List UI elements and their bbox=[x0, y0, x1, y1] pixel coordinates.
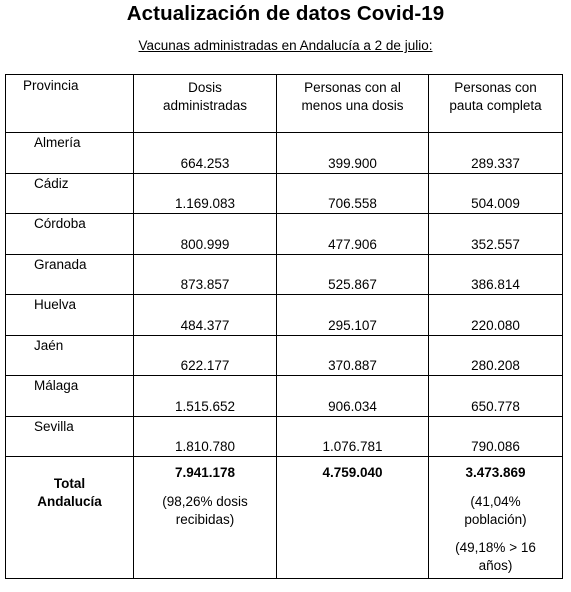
header-una-dosis: Personas con al menos una dosis bbox=[277, 75, 429, 133]
header-provincia: Provincia bbox=[6, 75, 134, 133]
total-pauta-note2-1: (49,18% > 16 bbox=[455, 540, 536, 555]
page-title: Actualización de datos Covid-19 bbox=[126, 2, 445, 25]
page-subtitle: Vacunas administradas en Andalucía a 2 de julio: bbox=[138, 38, 433, 53]
cell-pauta-completa: 220.080 bbox=[429, 295, 563, 336]
table-header-row bbox=[6, 75, 563, 133]
table-row bbox=[6, 376, 563, 417]
total-pauta-value: 3.473.869 bbox=[465, 465, 526, 480]
total-pauta-note-1: (41,04% bbox=[470, 494, 521, 509]
total-pauta-note2-2: años) bbox=[478, 558, 513, 573]
cell-dosis: 622.177 bbox=[134, 335, 277, 376]
total-dosis-note-1: (98,26% dosis bbox=[162, 494, 248, 509]
cell-una-dosis: 525.867 bbox=[277, 254, 429, 295]
cell-una-dosis: 706.558 bbox=[277, 173, 429, 214]
cell-provincia: Granada bbox=[6, 254, 134, 295]
cell-una-dosis: 1.076.781 bbox=[277, 416, 429, 457]
cell-provincia: Sevilla bbox=[6, 416, 134, 457]
cell-provincia: Almería bbox=[6, 133, 134, 174]
table-row bbox=[6, 254, 563, 295]
table-row bbox=[6, 173, 563, 214]
total-dosis-note-2: recibidas) bbox=[175, 512, 235, 527]
cell-provincia: Málaga bbox=[6, 376, 134, 417]
cell-dosis: 664.253 bbox=[134, 133, 277, 174]
table-row bbox=[6, 214, 563, 255]
total-pauta-note-2: población) bbox=[464, 512, 527, 527]
cell-pauta-completa: 386.814 bbox=[429, 254, 563, 295]
cell-pauta-completa: 790.086 bbox=[429, 416, 563, 457]
cell-dosis: 873.857 bbox=[134, 254, 277, 295]
cell-dosis: 1.169.083 bbox=[134, 173, 277, 214]
total-una-cell bbox=[277, 457, 429, 579]
cell-dosis: 1.810.780 bbox=[134, 416, 277, 457]
cell-una-dosis: 370.887 bbox=[277, 335, 429, 376]
cell-pauta-completa: 289.337 bbox=[429, 133, 563, 174]
total-dosis-cell bbox=[134, 457, 277, 579]
cell-provincia: Cádiz bbox=[6, 173, 134, 214]
cell-una-dosis: 295.107 bbox=[277, 295, 429, 336]
table-row bbox=[6, 416, 563, 457]
table-row bbox=[6, 133, 563, 174]
total-una-value: 4.759.040 bbox=[322, 465, 383, 480]
cell-una-dosis: 906.034 bbox=[277, 376, 429, 417]
header-dosis: Dosis administradas bbox=[134, 75, 277, 133]
total-label: Total Andalucía bbox=[6, 457, 134, 579]
cell-dosis: 484.377 bbox=[134, 295, 277, 336]
total-pauta-cell bbox=[429, 457, 563, 579]
cell-pauta-completa: 352.557 bbox=[429, 214, 563, 255]
cell-dosis: 1.515.652 bbox=[134, 376, 277, 417]
cell-pauta-completa: 280.208 bbox=[429, 335, 563, 376]
cell-provincia: Jaén bbox=[6, 335, 134, 376]
cell-provincia: Huelva bbox=[6, 295, 134, 336]
cell-pauta-completa: 504.009 bbox=[429, 173, 563, 214]
header-pauta-completa: Personas con pauta completa bbox=[429, 75, 563, 133]
total-dosis-value: 7.941.178 bbox=[174, 465, 236, 480]
cell-dosis: 800.999 bbox=[134, 214, 277, 255]
vaccination-table bbox=[5, 74, 563, 579]
cell-una-dosis: 399.900 bbox=[277, 133, 429, 174]
cell-una-dosis: 477.906 bbox=[277, 214, 429, 255]
cell-provincia: Córdoba bbox=[6, 214, 134, 255]
table-total-row bbox=[6, 457, 563, 579]
table-row bbox=[6, 295, 563, 336]
cell-pauta-completa: 650.778 bbox=[429, 376, 563, 417]
table-row bbox=[6, 335, 563, 376]
